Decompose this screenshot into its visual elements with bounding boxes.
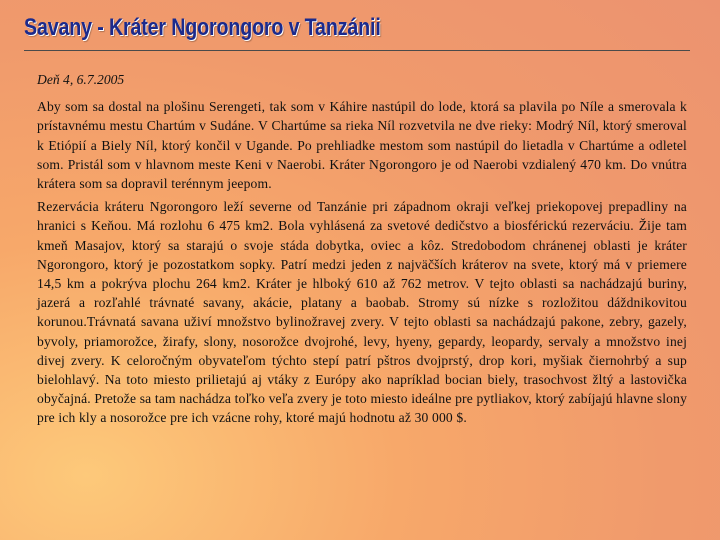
slide-body — [37, 70, 687, 432]
paragraph-journey: Aby som sa dostal na plošinu Serengeti, tak som v Káhire nastúpil do lode, ktorá sa plavila po Níle a smerovala k prístavnému mestu Chartúm v Sudáne. V Chartúme sa rieka Níl rozvetvila ne dve rieky: Modrý Níl, ktorý smeroval k Etiópií a Biely Níl, ktorý končil v Ugande. Po prehliadke mestom som nastúpil do lietadla v Chartúme a odletel som. Pristál som v hlavnom meste Keni v Naerobi. Kráter Ngorongoro je od Naerobi vzdialený 470 km. Do vnútra krátera som sa dopravil terénnym jeepom. — [37, 99, 687, 192]
slide-title: Savany - Kráter Ngorongoro v Tanzánii — [24, 14, 381, 41]
title-divider — [24, 50, 690, 51]
paragraph-reserve: Rezervácia kráteru Ngorongoro leží severne od Tanzánie pri západnom okraji veľkej priekopovej prepadliny na hranici s Keňou. Má rozlohu 6 475 km2. Bola vyhlásená za svetové dedičstvo a biosférickú rezerváciu. Žije tam kmeň Masajov, ktorý sa starajú o svoje stáda dobytka, oviec a kôz. Stredobodom chránenej oblasti je kráter Ngorongoro, ktorý je pozostatkom sopky. Patrí medzi jeden z najväčších kráterov na svete, ktorý má v priemere 14,5 km a pokrýva plochu 264 km2. Kráter je hlboký 610 až 762 metrov. V tejto oblasti sa nachádzajú buriny, jazerá a rozľahlé trávnaté savany, akácie, platany a baobab. Stromy sú nízke s rozložitou dáždnikovitou korunou.Trávnatá savana uživí množstvo bylinožravej zvery. V tejto oblasti sa nachádzajú pakone, zebry, gazely, byvoly, priamorožce, žirafy, slony, nosorožce dvojrohé, levy, hyeny, gepardy, leopardy, servaly a množstvo inej divej zvery. K celoročným obyvateľom týchto stepí patrí pštros dvojprstý, drop kori, myšiak čiernohrbý a sup bielohlavý. Na toto miesto prilietajú aj vtáky z Európy ako napríklad bocian biely, trasochvost žltý a lastovička obyčajná. Pretože sa tam nachádza toľko veľa zvery je toto miesto ideálne pre pytliakov, ktorý zabíjajú hlavne slony pre ich kly a nosorožce pre ich vzácne rohy, ktoré majú hodnotu až 30 000 $. — [37, 199, 688, 426]
date-line: Deň 4, 6.7.2005 — [37, 72, 125, 87]
